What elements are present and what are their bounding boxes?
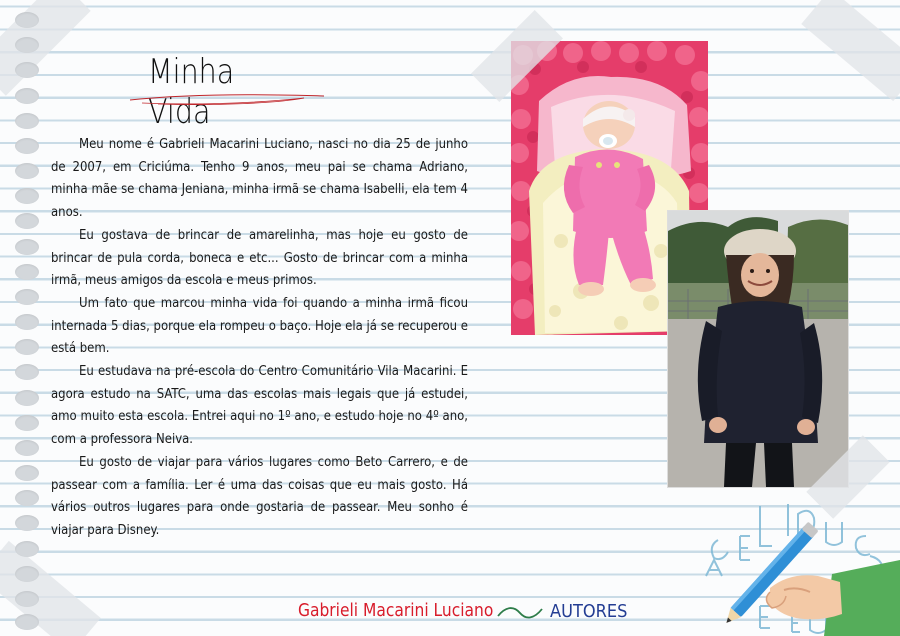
title-block [128, 52, 328, 132]
section-label: AUTORES [550, 601, 628, 622]
spiral-binding-holes-icon [15, 12, 41, 632]
pencil-hand-logo-icon [700, 496, 900, 636]
squiggle-icon [496, 604, 544, 622]
girl-photo [668, 211, 848, 487]
footer [298, 598, 638, 628]
tape-strip [0, 0, 91, 96]
story-text [51, 134, 468, 543]
paragraph: Um fato que marcou minha vida foi quando a minha irmã ficou internada 5 dias, porque ela rompeu o baço. Hoje ela já se recuperou e está bem. [51, 295, 468, 357]
paragraph: Eu estudava na pré-escola do Centro Comunitário Vila Macarini. E agora estudo na SATC, uma das escolas mais legais que já estudei, amo muito esta escola. Entrei aqui no 1º ano, e estudo hoje no 4º ano, com a professora Neiva. [51, 364, 468, 448]
author-name: Gabrieli Macarini Luciano [298, 600, 494, 621]
paragraph: Meu nome é Gabrieli Macarini Luciano, nasci no dia 25 de junho de 2007, em Criciúma. Tenho 9 anos, meu pai se chama Adriano, minha mãe se chama Jeniana, minha irmã se chama Isabelli, ela tem 4 anos. [51, 137, 468, 221]
paragraph: Eu gosto de viajar para vários lugares como Beto Carrero, e de passear com a família. Ler é uma das coisas que eu mais gosto. Há vários outros lugares para onde gostaria de passear. Meu sonho é viajar para Disney. [51, 454, 468, 538]
page-title: Minha Vida [148, 52, 235, 132]
title-underline-icon [128, 86, 328, 108]
tape-strip [801, 0, 900, 101]
paragraph: Eu gostava de brincar de amarelinha, mas hoje eu gosto de brincar de pula corda, boneca e etc... Gosto de brincar com a minha irmã, meus amigos da escola e meus primos. [51, 227, 468, 289]
